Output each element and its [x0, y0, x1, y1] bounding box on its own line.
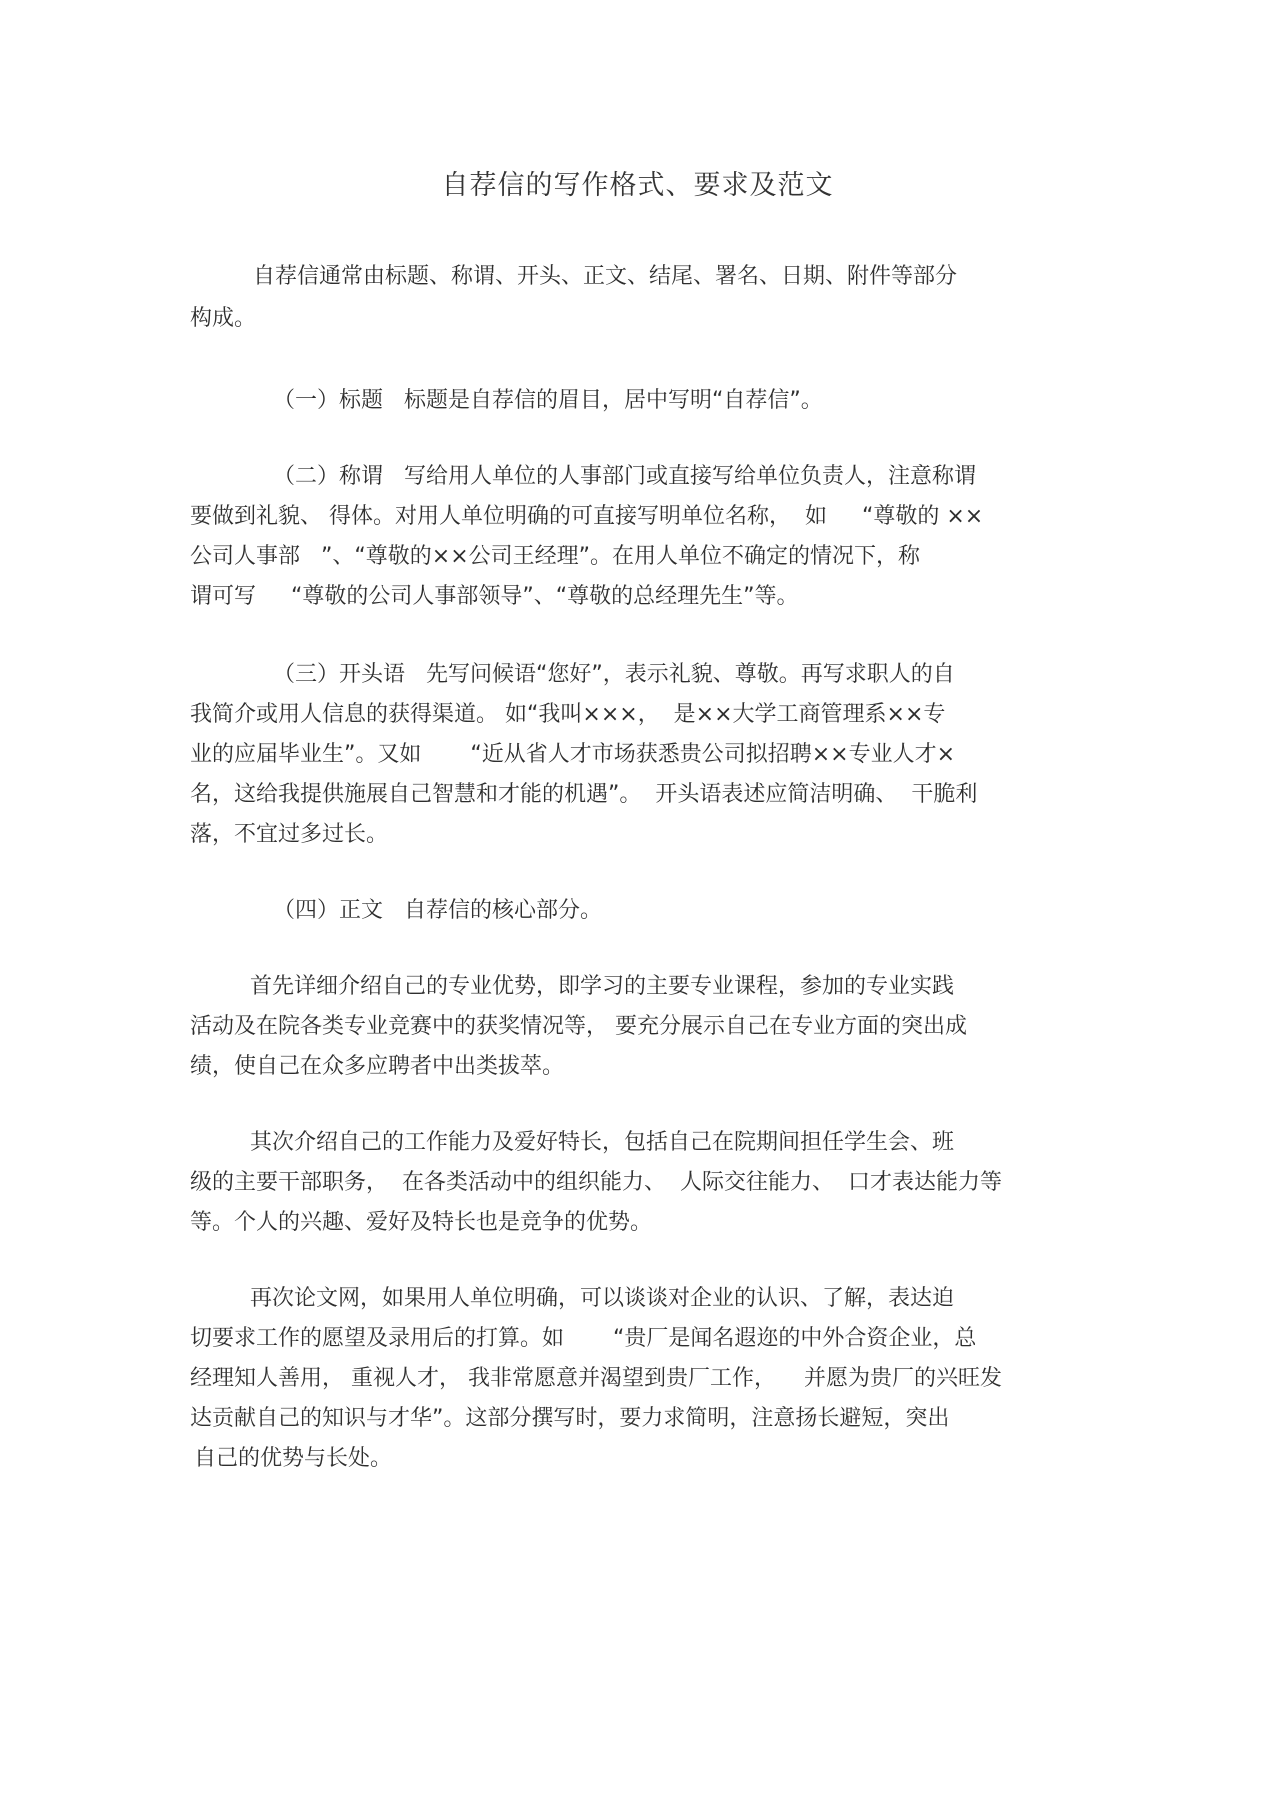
section-salutation-line-1: （二）称谓 写给用人单位的人事部门或直接写给单位负责人，注意称谓 — [273, 464, 976, 489]
body-paragraph-2-line-1: 其次介绍自己的工作能力及爱好特长，包括自己在院期间担任学生会、班 — [250, 1130, 955, 1155]
section-opening-line-4: 名，这给我提供施展自己智慧和才能的机遇”。 开头语表述应简洁明确、 干脆利 — [190, 782, 978, 807]
document-title: 自荐信的写作格式、要求及范文 — [441, 170, 834, 201]
section-opening-line-1: （三）开头语 先写问候语“您好”，表示礼貌、尊敬。再写求职人的自 — [273, 662, 955, 687]
body-paragraph-1-line-2: 活动及在院各类专业竞赛中的获奖情况等， 要充分展示自己在专业方面的突出成 — [190, 1014, 967, 1039]
body-paragraph-3-line-5: 自己的优势与长处。 — [194, 1446, 393, 1471]
body-paragraph-1-line-1: 首先详细介绍自己的专业优势，即学习的主要专业课程，参加的专业实践 — [250, 974, 955, 999]
body-paragraph-2-line-2: 级的主要干部职务， 在各类活动中的组织能力、 人际交往能力、 口才表达能力等 — [190, 1170, 1002, 1195]
section-opening-line-2: 我简介或用人信息的获得渠道。 如“我叫×××， 是××大学工商管理系××专 — [190, 702, 946, 727]
section-title-line-1: （一）标题 标题是自荐信的眉目，居中写明“自荐信”。 — [273, 388, 823, 413]
body-paragraph-3-line-3: 经理知人善用， 重视人才， 我非常愿意并渴望到贵厂工作， 并愿为贵厂的兴旺发 — [190, 1366, 1002, 1391]
section-body-line-1: （四）正文 自荐信的核心部分。 — [273, 898, 602, 923]
body-paragraph-3-line-1: 再次论文网，如果用人单位明确，可以谈谈对企业的认识、了解，表达迫 — [250, 1286, 955, 1311]
body-paragraph-1-line-3: 绩，使自己在众多应聘者中出类拔萃。 — [190, 1054, 565, 1079]
intro-line-1: 自荐信通常由标题、称谓、开头、正文、结尾、署名、日期、附件等部分 — [253, 264, 958, 289]
section-opening-line-5: 落，不宜过多过长。 — [190, 822, 389, 847]
body-paragraph-3-line-4: 达贡献自己的知识与才华”。这部分撰写时，要力求简明，注意扬长避短，突出 — [190, 1406, 950, 1431]
body-paragraph-3-line-2: 切要求工作的愿望及录用后的打算。如 “贵厂是闻名遐迩的中外合资企业，总 — [190, 1326, 977, 1351]
body-paragraph-2-line-3: 等。个人的兴趣、爱好及特长也是竞争的优势。 — [190, 1210, 653, 1235]
section-salutation-line-3: 公司人事部 ”、“尊敬的××公司王经理”。在用人单位不确定的情况下，称 — [190, 544, 921, 569]
section-salutation-line-2: 要做到礼貌、 得体。对用人单位明确的可直接写明单位名称， 如 “尊敬的 ×× — [190, 504, 984, 529]
intro-line-2: 构成。 — [190, 306, 257, 331]
section-opening-line-3: 业的应届毕业生”。又如 “近从省人才市场获悉贵公司拟招聘××专业人才× — [190, 742, 956, 767]
section-salutation-line-4: 谓可写 “尊敬的公司人事部领导”、“尊敬的总经理先生”等。 — [190, 584, 799, 609]
